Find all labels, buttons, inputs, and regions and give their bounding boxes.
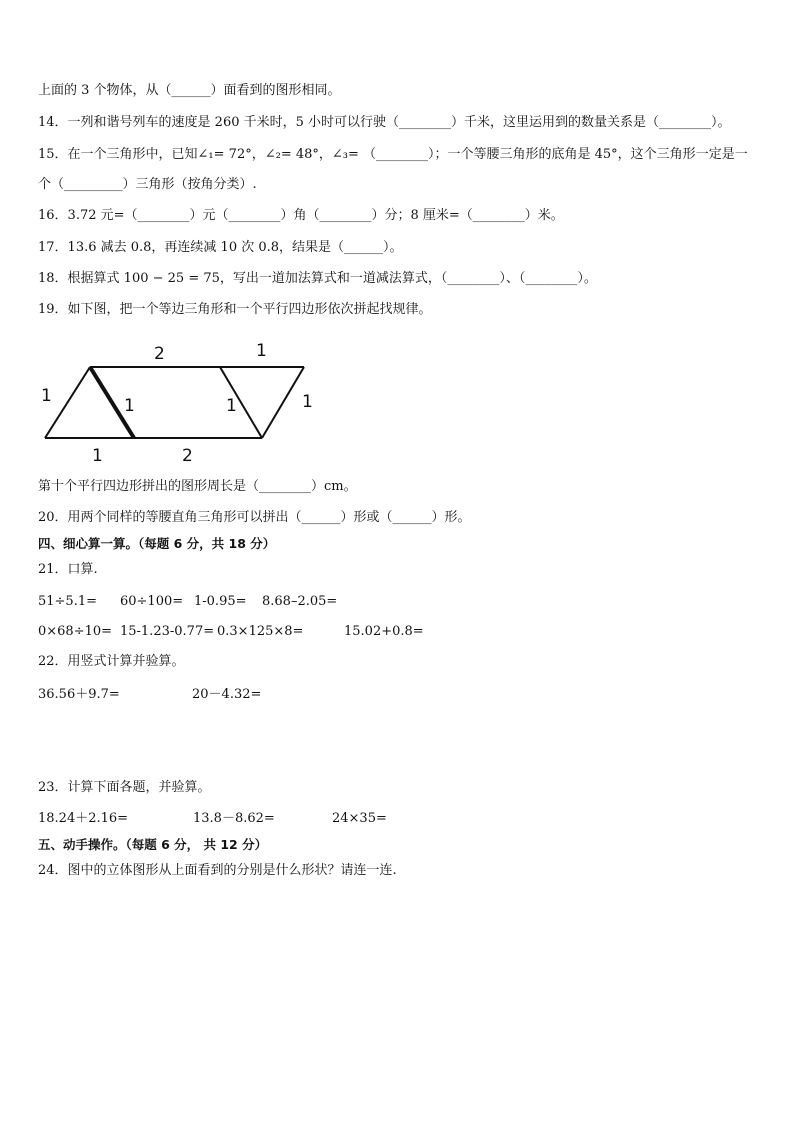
- q23-expr: 24×35=: [332, 811, 387, 826]
- q21-expr: 15-1.23-0.77=: [120, 624, 215, 639]
- figure-edge-right: [262, 367, 304, 438]
- question-15-line1: 15．在一个三角形中，已知∠₁= 72°，∠₂= 48°，∠₃= （________）；一个等腰三角形的底角是 45°，这个三角形一定是一: [38, 147, 748, 162]
- label-mid-right-1: 1: [226, 396, 237, 416]
- label-top-1: 1: [256, 341, 267, 361]
- label-bottom-1: 1: [92, 446, 103, 466]
- question-23: 23．计算下面各题，并验算。: [38, 780, 211, 795]
- parallelogram-triangle-figure: [30, 335, 330, 470]
- question-18: 18．根据算式 100 − 25 = 75，写出一道加法算式和一道减法算式，（________）、（________）。: [38, 271, 597, 286]
- q22-expr: 36.56＋9.7=: [38, 687, 120, 702]
- question-24: 24．图中的立体图形从上面看到的分别是什么形状？请连一连.: [38, 863, 397, 878]
- q21-expr: 51÷5.1=: [38, 594, 98, 609]
- q22-expr: 20－4.32=: [192, 687, 262, 702]
- q21-expr: 8.68–2.05=: [262, 594, 338, 609]
- section-4-title: 四、细心算一算。（每题 6 分，共 18 分）: [38, 536, 276, 551]
- label-left-1: 1: [41, 386, 52, 406]
- question-15-line2: 个（_________）三角形（按角分类）.: [38, 177, 257, 192]
- q21-expr: 60÷100=: [120, 594, 184, 609]
- question-16: 16．3.72 元=（________）元（________）角（________）分；8 厘米=（________）米。: [38, 208, 564, 223]
- question-19-tail: 第十个平行四边形拼出的图形周长是（________）cm。: [38, 479, 357, 494]
- label-right-1: 1: [302, 392, 313, 412]
- q23-expr: 13.8－8.62=: [193, 811, 275, 826]
- question-22: 22．用竖式计算并验算。: [38, 654, 185, 669]
- question-21: 21．口算.: [38, 562, 98, 577]
- label-top-2: 2: [154, 344, 165, 364]
- q13-tail: 上面的 3 个物体，从（______）面看到的图形相同。: [38, 83, 341, 98]
- question-17: 17．13.6 减去 0.8，再连续减 10 次 0.8，结果是（______）。: [38, 240, 403, 255]
- section-5-title: 五、动手操作。（每题 6 分， 共 12 分）: [38, 837, 268, 852]
- label-mid-left-1: 1: [124, 396, 135, 416]
- q21-expr: 0.3×125×8=: [217, 624, 304, 639]
- question-14: 14．一列和谐号列车的速度是 260 千米时，5 小时可以行驶（________）千米，这里运用到的数量关系是（________）。: [38, 115, 731, 130]
- q21-expr: 15.02+0.8=: [344, 624, 424, 639]
- q23-expr: 18.24＋2.16=: [38, 811, 129, 826]
- q21-expr: 1-0.95=: [194, 594, 247, 609]
- label-bottom-2: 2: [182, 446, 193, 466]
- question-19: 19．如下图，把一个等边三角形和一个平行四边形依次拼起找规律。: [38, 302, 432, 317]
- question-20: 20．用两个同样的等腰直角三角形可以拼出（______）形或（______）形。: [38, 510, 471, 525]
- q21-expr: 0×68÷10=: [38, 624, 113, 639]
